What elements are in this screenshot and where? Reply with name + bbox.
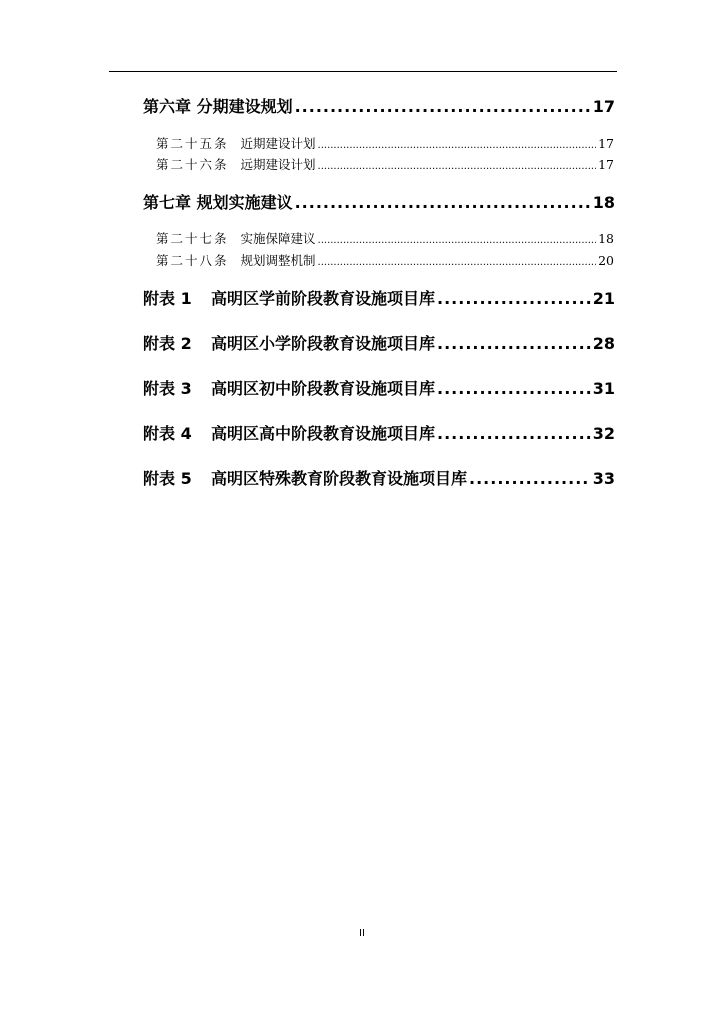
toc-entry-page: 17	[592, 97, 615, 116]
toc-entry-title	[156, 135, 316, 153]
toc-entry-title	[156, 230, 316, 248]
toc-entry-title: 第六章 分期建设规划	[143, 97, 293, 116]
toc-entry-appendix-3[interactable]	[143, 377, 615, 401]
dot-leader	[318, 137, 597, 153]
toc-entry-title	[143, 332, 435, 356]
dot-leader	[318, 232, 597, 248]
article-title: 实施保障建议	[240, 231, 316, 246]
article-title: 远期建设计划	[240, 157, 316, 172]
appendix-title: 高明区高中阶段教育设施项目库	[211, 424, 436, 443]
toc-entry-page: 31	[592, 379, 615, 398]
toc-entry-page: 28	[592, 334, 615, 353]
toc-entry-page: 33	[592, 469, 615, 488]
toc-entry-page: 17	[598, 157, 614, 172]
dot-leader	[295, 95, 591, 119]
appendix-label: 附表 3	[143, 379, 192, 398]
appendix-label: 附表 2	[143, 334, 192, 353]
dot-leader	[318, 254, 597, 270]
toc-entry-article-25[interactable]	[156, 135, 614, 153]
dot-leader	[295, 191, 591, 215]
article-number: 第二十七条	[156, 231, 229, 246]
dot-leader	[437, 422, 591, 446]
page-number: II	[359, 928, 365, 939]
article-number: 第二十八条	[156, 253, 229, 268]
appendix-title: 高明区小学阶段教育设施项目库	[211, 334, 436, 353]
toc-entry-article-26[interactable]	[156, 156, 614, 174]
toc-entry-page: 18	[598, 231, 614, 246]
toc-entry-title	[143, 377, 435, 401]
toc-entry-title	[156, 156, 316, 174]
toc-entry-page: 32	[592, 424, 615, 443]
appendix-label: 附表 5	[143, 469, 192, 488]
appendix-label: 附表 4	[143, 424, 192, 443]
toc-entry-appendix-5[interactable]	[143, 467, 615, 491]
dot-leader	[318, 158, 597, 174]
dot-leader	[437, 377, 591, 401]
toc-entry-page: 21	[592, 289, 615, 308]
toc-entry-page: 17	[598, 136, 614, 151]
toc-entry-title	[143, 467, 467, 491]
toc-entry-title	[156, 252, 316, 270]
toc-entry-chapter-6[interactable]	[143, 95, 615, 119]
article-title: 近期建设计划	[240, 136, 316, 151]
toc-entry-article-27[interactable]	[156, 230, 614, 248]
dot-leader	[437, 332, 591, 356]
appendix-title: 高明区初中阶段教育设施项目库	[211, 379, 436, 398]
article-number: 第二十五条	[156, 136, 229, 151]
toc-entry-title	[143, 422, 435, 446]
article-title: 规划调整机制	[240, 253, 316, 268]
toc-entry-appendix-1[interactable]	[143, 287, 615, 311]
appendix-label: 附表 1	[143, 289, 192, 308]
toc-entry-page: 20	[598, 253, 614, 268]
appendix-title: 高明区特殊教育阶段教育设施项目库	[211, 469, 468, 488]
toc-entry-title	[143, 287, 435, 311]
toc-entry-page: 18	[592, 193, 615, 212]
toc-entry-chapter-7[interactable]	[143, 191, 615, 215]
toc-entry-appendix-4[interactable]	[143, 422, 615, 446]
toc-entry-appendix-2[interactable]	[143, 332, 615, 356]
dot-leader	[469, 467, 591, 491]
dot-leader	[437, 287, 591, 311]
toc-entry-title: 第七章 规划实施建议	[143, 193, 293, 212]
appendix-title: 高明区学前阶段教育设施项目库	[211, 289, 436, 308]
toc-entry-article-28[interactable]	[156, 252, 614, 270]
article-number: 第二十六条	[156, 157, 229, 172]
